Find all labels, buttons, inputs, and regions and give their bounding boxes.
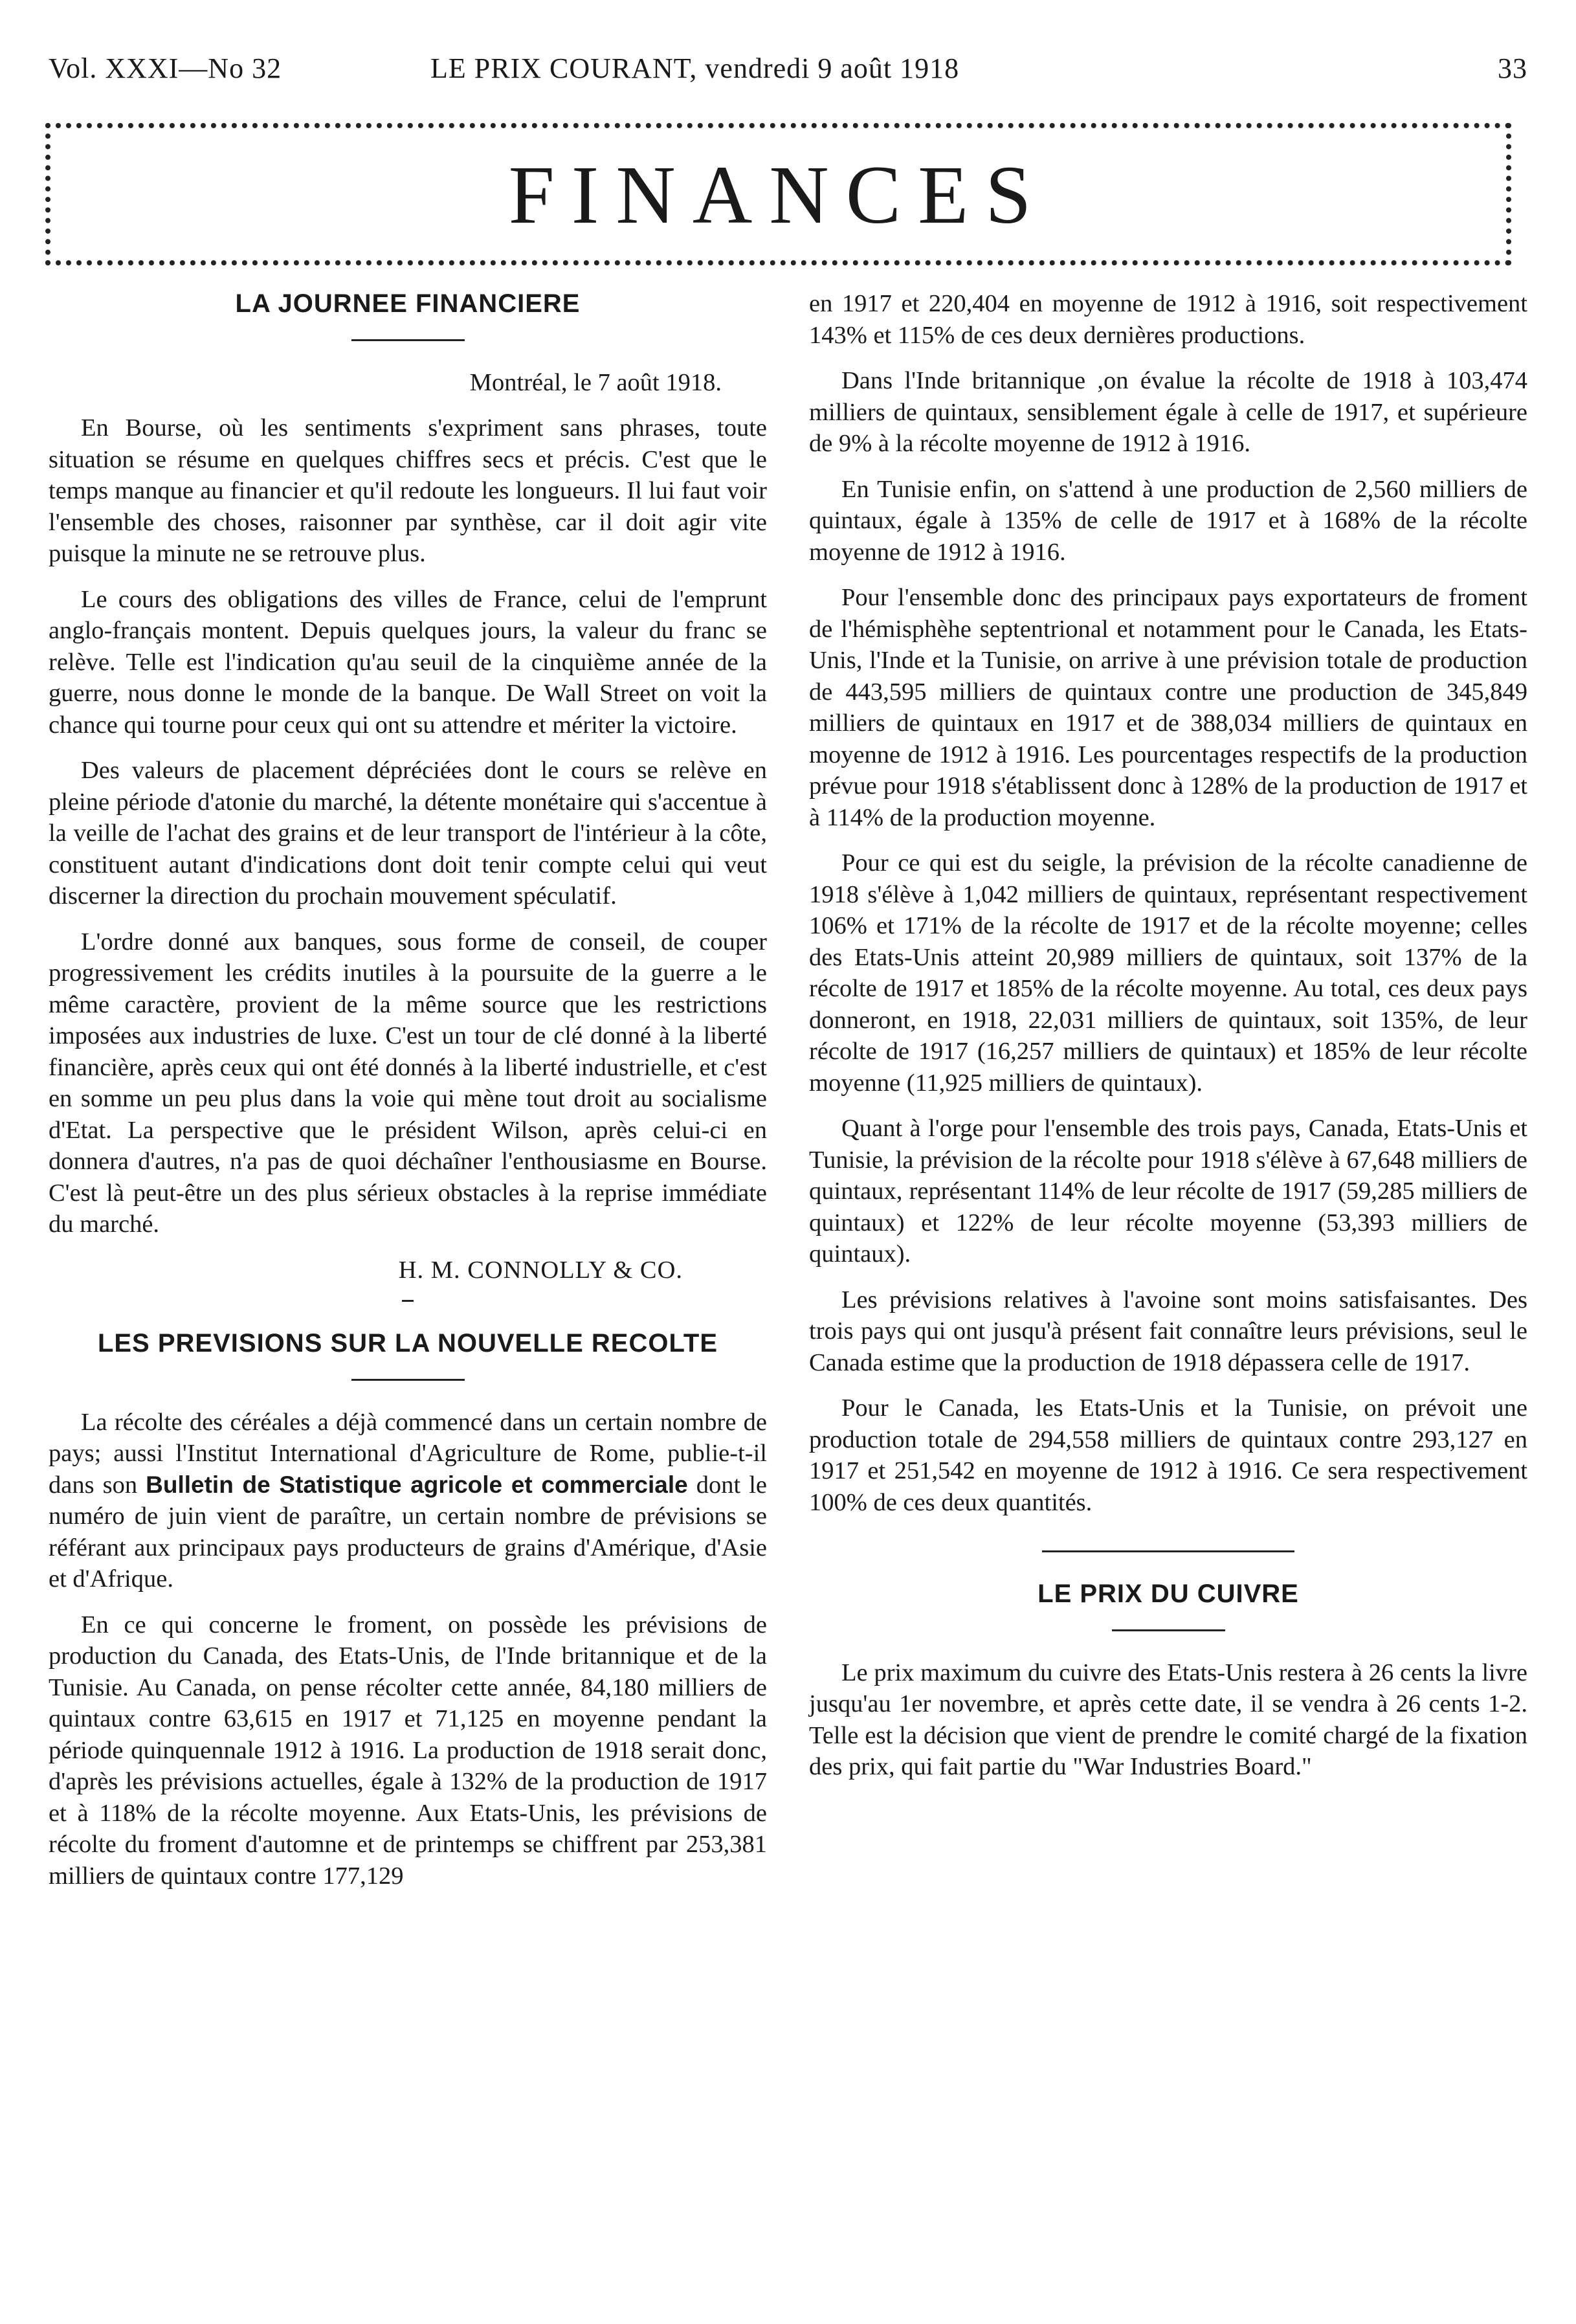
paragraph: Dans l'Inde britannique ,on évalue la récolte de 1918 à 103,474 milliers de quintaux, sensiblement égale à celle de 1917, et supérieure de 9% à la récolte moyenne de 1912 à 1916. — [809, 367, 1527, 457]
text-span: dont le numéro de juin vient de paraître, un certain nombre de prévisions se référant aux principaux pays producteurs de grains d'Amérique, d'Asie et d'Afrique. — [49, 1471, 767, 1592]
paragraph — [49, 1407, 767, 1595]
paragraph: Pour ce qui est du seigle, la prévision de la récolte canadienne de 1918 s'élève à 1,042 milliers de quintaux, représentant respectivement 106% et 171% de la récolte de 1917 et de la récolte moyenne; celles des Etats-Unis atteint 20,989 milliers de quintaux, soit 137% de la récolte de 1917 et 185% de la récolte moyenne. Au total, ces deux pays donneront, en 1918, 22,031 milliers de quintaux, soit 135%, de leur récolte de 1917 (16,257 milliers de quintaux) et 185% de leur récolte moyenne (11,925 milliers de quintaux). — [809, 849, 1527, 1097]
page-header — [49, 52, 1527, 91]
divider — [351, 1379, 465, 1381]
paragraph: Le prix maximum du cuivre des Etats-Unis restera à 26 cents la livre jusqu'au 1er novembre, et après cette date, il se vendra à 26 cents 1-2. Telle est la décision que vient de prendre le comité chargé de la fixation des prix, qui fait partie du "War Industries Board." — [809, 1659, 1527, 1780]
page-number: 33 — [1498, 52, 1527, 84]
text-span: La récolte des céréales a déjà commencé dans un certain nombre de pays; aussi l'Institut International d'Agriculture de Rome, publie-t-il dans son — [49, 1408, 767, 1499]
dateline: Montréal, le 7 août 1918. — [469, 368, 722, 396]
bulletin-title: Bulletin de Statistique agricole et commerciale — [146, 1471, 688, 1498]
paragraph: Pour l'ensemble donc des principaux pays exportateurs de froment de l'hémisphèhe septentrional et notamment pour le Canada, les Etats-Unis, l'Inde et la Tunisie, on arrive à une prévision totale de production de 443,595 milliers de quintaux contre une production de 345,849 milliers de quintaux en 1917 et de 388,034 milliers de quintaux en moyenne de 1912 à 1916. Les pourcentages respectifs de la production prévue pour 1918 s'établissent donc à 128% de la production de 1917 et à 114% de la production moyenne. — [809, 584, 1527, 831]
signature: H. M. CONNOLLY & CO. — [398, 1256, 683, 1284]
left-column — [49, 288, 767, 2285]
publication-line: LE PRIX COURANT, vendredi 9 août 1918 — [430, 52, 960, 84]
article-heading-journee: LA JOURNEE FINANCIERE — [235, 289, 581, 318]
paragraph: Les prévisions relatives à l'avoine sont moins satisfaisantes. Des trois pays qui ont jusqu'à présent fait connaître leurs prévisions, seul le Canada estime que la production de 1918 dépassera celle de 1917. — [809, 1286, 1527, 1376]
section-banner — [45, 123, 1511, 265]
divider — [1042, 1550, 1294, 1552]
section-title: FINANCES — [508, 149, 1049, 241]
paragraph: En Bourse, où les sentiments s'expriment sans phrases, toute situation se résume en quelques chiffres secs et précis. C'est que le temps manque au financier et qu'il redoute les longueurs. Il lui faut voir l'ensemble des choses, raisonner par synthèse, car il doit agir vite puisque la minute ne se retrouve plus. — [49, 414, 767, 567]
paragraph: En ce qui concerne le froment, on possède les prévisions de production du Canada, des Etats-Unis, de l'Inde britannique et de la Tunisie. Au Canada, on pense récolter cette année, 84,180 milliers de quintaux contre 63,615 en 1917 et 71,125 en moyenne pendant la période quinquennale 1912 à 1916. La production de 1918 serait donc, d'après les prévisions actuelles, égale à 132% de la production de 1917 et à 118% de la récolte moyenne. Aux Etats-Unis, les prévisions de récolte du froment d'automne et de printemps se chiffrent par 253,381 milliers de quintaux contre 177,129 — [49, 1611, 767, 1890]
paragraph: Pour le Canada, les Etats-Unis et la Tunisie, on prévoit une production totale de 294,558 milliers de quintaux contre 293,127 en 1917 et 251,542 en moyenne de 1912 à 1916. Ce sera respectivement 100% de ces deux quantités. — [809, 1394, 1527, 1516]
paragraph: Le cours des obligations des villes de France, celui de l'emprunt anglo-français montent. Depuis quelques jours, la valeur du franc se relève. Telle est l'indication qu'au seuil de la cinquième année de la guerre, nous donne le monde de la banque. De Wall Street on voit la chance qui tourne pour ceux qui ont su attendre et mériter la victoire. — [49, 585, 767, 739]
paragraph: En Tunisie enfin, on s'attend à une production de 2,560 milliers de quintaux, égale à 135% de celle de 1917 et à 168% de la récolte moyenne de 1912 à 1916. — [809, 475, 1527, 566]
paragraph: Quant à l'orge pour l'ensemble des trois pays, Canada, Etats-Unis et Tunisie, la prévision de la récolte pour 1918 s'élève à 67,648 milliers de quintaux, représentant 114% de leur récolte de 1917 (59,285 milliers de quintaux) et 122% de leur récolte moyenne (53,393 milliers de quintaux). — [809, 1115, 1527, 1268]
divider — [402, 1300, 414, 1302]
divider — [351, 339, 465, 341]
paragraph: L'ordre donné aux banques, sous forme de conseil, de couper progressivement les crédits inutiles à la poursuite de la guerre a le même caractère, provient de la même source que les restrictions imposées aux industries de luxe. C'est un tour de clé donné à la liberté financière, après ceux qui ont été donnés à la liberté industrielle, et c'est en somme un peu plus dans la voie qui mène tout droit au socialisme d'Etat. La perspective que le président Wilson, après celui-ci en donnera d'autres, n'a pas de quoi déchaîner l'enthousiasme en Bourse. C'est là peut-être un des plus sérieux obstacles à la reprise immédiate du marché. — [49, 928, 767, 1238]
paragraph: Des valeurs de placement dépréciées dont le cours se relève en pleine période d'atonie du marché, la détente monétaire qui s'accentue à la veille de l'achat des grains et de leur transport de l'intérieur à la côte, constituent autant d'indications dont doit tenir compte celui qui veut discerner la direction du prochain mouvement spéculatif. — [49, 757, 767, 910]
paragraph: en 1917 et 220,404 en moyenne de 1912 à 1916, soit respectivement 143% et 115% de ces deux dernières productions. — [809, 290, 1527, 349]
divider — [1112, 1629, 1225, 1631]
article-heading-previsions: LES PREVISIONS SUR LA NOUVELLE RECOLTE — [97, 1329, 718, 1358]
article-heading-cuivre: LE PRIX DU CUIVRE — [1038, 1580, 1299, 1608]
volume-number: Vol. XXXI—No 32 — [49, 52, 282, 84]
right-column — [809, 288, 1527, 2285]
